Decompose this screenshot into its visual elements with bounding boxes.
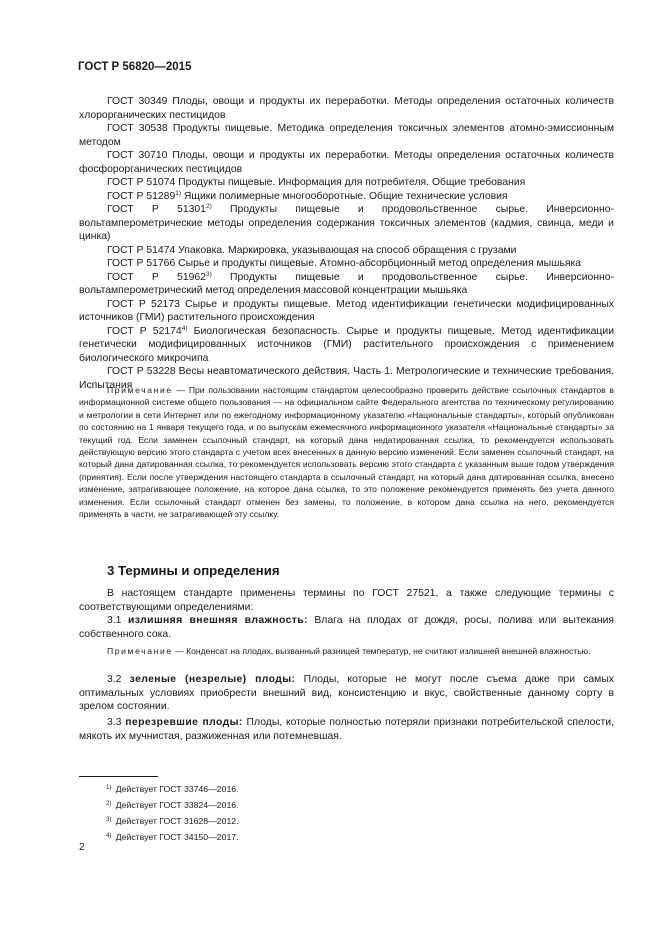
- reference-item: ГОСТ Р 51474 Упаковка. Маркировка, указывающая на способ обращения с грузами: [107, 244, 517, 256]
- term-name: зеленые (незрелые) плоды:: [129, 674, 296, 685]
- note-label: Примечание: [107, 385, 173, 395]
- reference-code: ГОСТ Р 51962: [107, 271, 206, 283]
- term-definition: [79, 614, 614, 641]
- term-number: 3.3: [107, 717, 126, 728]
- references-note: [79, 384, 614, 520]
- footnote-text: Действует ГОСТ 33824—2016.: [115, 800, 239, 810]
- reference-code: ГОСТ Р 51289: [107, 190, 176, 202]
- footnote-mark: 4): [106, 833, 112, 839]
- footnote-marker: 2): [205, 203, 212, 210]
- reference-title: Продукты пищевые и продовольственное сырье. Инверсионно-вольтамперометрический метод определения массовой концентрации мышьяка: [79, 271, 615, 296]
- footnote-item: [106, 797, 239, 813]
- term-number: 3.2: [107, 674, 130, 685]
- reference-item: [79, 203, 614, 244]
- footnote-mark: 2): [106, 801, 112, 807]
- footnote-item: [106, 813, 239, 829]
- note-text: — Конденсат на плодах, вызванный разницей температур, не считают излишней внешней влажностью.: [172, 646, 591, 656]
- page-number: 2: [79, 842, 85, 853]
- footnote-text: Действует ГОСТ 34150—2017.: [115, 832, 239, 842]
- reference-item: ГОСТ Р 53228 Весы неавтоматического действия. Часть 1. Метрологические и технические требования. Испытания: [79, 366, 614, 391]
- footnote-text: Действует ГОСТ 31628—2012.: [115, 816, 239, 826]
- footnotes: [106, 781, 239, 845]
- footnote-text: Действует ГОСТ 33746—2016.: [115, 784, 239, 794]
- note-label: Примечание: [107, 646, 173, 656]
- footnote-mark: 3): [106, 817, 112, 823]
- term-number: 3.1: [107, 615, 128, 626]
- normative-references: [79, 95, 614, 392]
- reference-item: [79, 325, 614, 366]
- reference-item: ГОСТ Р 51766 Сырье и продукты пищевые. Атомно-абсорбционный метод определения мышьяка: [107, 258, 582, 269]
- term-definition: [79, 716, 614, 743]
- reference-item: ГОСТ Р 52173 Сырье и продукты пищевые. Метод идентификации генетически модифицированных источников (ГМИ) растительного происхождения: [79, 298, 614, 323]
- section-intro: В настоящем стандарте применены термины по ГОСТ 27521, а также следующие термины с соответствующими определениями:: [79, 588, 614, 613]
- reference-title: Ящики полимерные многооборотные. Общие технические условия: [183, 190, 508, 202]
- reference-item: ГОСТ 30538 Продукты пищевые. Методика определения токсичных элементов атомно-эмиссионным методом: [79, 123, 614, 148]
- term-text: Влага на плодах от дождя, росы, полива или вытекания собственного сока.: [79, 615, 614, 640]
- term-name: излишняя внешняя влажность:: [127, 615, 308, 626]
- footnote-mark: 1): [106, 785, 112, 791]
- reference-title: Продукты пищевые и продовольственное сырье. Инверсионно-вольтамперометрические методы определения содержания токсичных элементов (кадмия, свинца, меди и цинка): [79, 204, 615, 242]
- footnote-marker: 3): [205, 270, 212, 278]
- note-text: — При пользовании настоящим стандартом целесообразно проверить действие ссылочных стандартов в информационной системе общего пользования — на официальном сайте Федерального агентства по техническому регулированию и метрологии в сети Интернет или по ежегодному информационному указателю «Национальные стандарты», который опубликован по состоянию на 1 января текущего года, и по выпускам ежемесячного информационного указателя «Национальные стандарты» за текущий год. Если заменен ссылочный стандарт, на который дана недатированная ссылка, то рекомендуется использовать действующую версию этого стандарта с учетом всех внесенных в данную версию изменений. Если заменен ссылочный стандарт, на который дана датированная ссылка, то рекомендуется использовать версию этого стандарта с указанным выше годом утверждения (принятия). Если после утверждения настоящего стандарта в ссылочный стандарт, на который дана датированная ссылка, внесено изменение, затрагивающее положение, на которое дана ссылка, то это положение рекомендуется применять без учета данного изменения. Если ссылочный стандарт отменен без замены, то положение, в котором дана ссылка на него, рекомендуется применять в части, не затрагивающей эту ссылку.: [79, 385, 614, 520]
- footnote-item: [106, 829, 239, 845]
- term-text: Плоды, которые не могут после съема даже при самых оптимальных условиях приобрести внешний вид, консистенцию и вкус, свойственные данному сорту в зрелом состоянии.: [79, 674, 614, 713]
- reference-code: ГОСТ Р 52174: [107, 325, 182, 337]
- footnote-divider: [79, 776, 158, 777]
- reference-item: ГОСТ Р 51074 Продукты пищевые. Информация для потребителя. Общие требования: [107, 177, 526, 188]
- term-text: Плоды, которые полностью потеряли признаки потребительской спелости, мякоть их мучнистая, разжиженная или потемневшая.: [79, 717, 614, 742]
- footnote-marker: 1): [175, 189, 182, 197]
- term-note: [79, 645, 614, 657]
- reference-item: ГОСТ 30710 Плоды, овощи и продукты их переработки. Методы определения остаточных количеств фосфорорганических пестицидов: [79, 150, 614, 175]
- footnote-item: [106, 781, 239, 797]
- section-title: 3 Термины и определения: [107, 563, 280, 578]
- reference-item: ГОСТ 30349 Плоды, овощи и продукты их переработки. Методы определения остаточных количеств хлорорганических пестицидов: [79, 96, 614, 121]
- term-definition: [79, 673, 614, 714]
- reference-code: ГОСТ Р 51301: [107, 204, 206, 215]
- reference-item: [79, 271, 614, 298]
- term-name: перезревшие плоды:: [125, 717, 243, 728]
- reference-title: Биологическая безопасность. Сырье и продукты пищевые. Метод идентификации генетически модифицированных источников (ГМИ) растительного происхождения с применением биологического микрочипа: [79, 325, 614, 364]
- footnote-marker: 4): [181, 324, 188, 332]
- page-header: ГОСТ Р 56820—2015: [78, 61, 192, 73]
- reference-item: [79, 190, 614, 204]
